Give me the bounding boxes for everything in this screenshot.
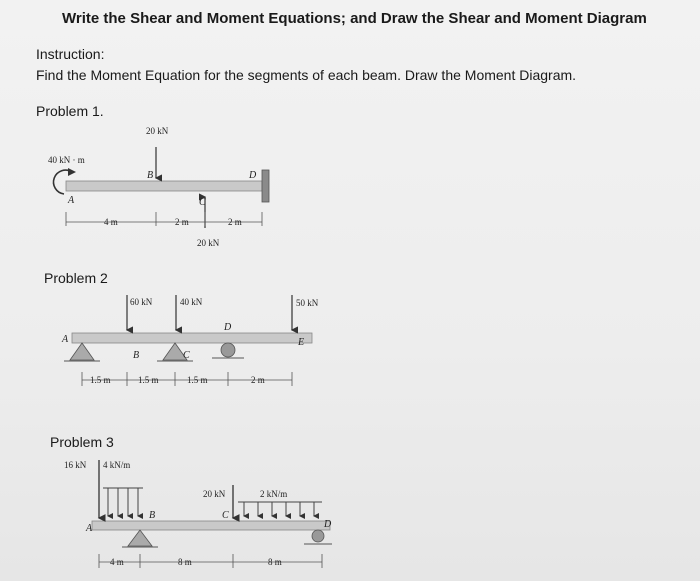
problem3-point-c: C (222, 510, 229, 521)
problem1-moment-label: 40 kN · m (48, 155, 85, 165)
problem2-load-e-label: 50 kN (296, 298, 319, 308)
problem3-point-d: D (324, 519, 332, 530)
problem2-dim-cd: 1.5 m (187, 375, 208, 385)
problem1-dim-bc: 2 m (175, 217, 189, 227)
problem3-dist-load-arrows (103, 488, 143, 516)
problem3-pin-support-b (128, 530, 152, 546)
problem1-load-b-label: 20 kN (146, 126, 169, 136)
problem1-point-a: A (68, 195, 75, 206)
problem2-point-c: C (183, 350, 190, 361)
problem3-dim-cd: 8 m (268, 557, 282, 567)
instruction-heading: Instruction: (36, 46, 105, 62)
problem3-dim-bc: 8 m (178, 557, 192, 567)
problem1-dim-cd: 2 m (228, 217, 242, 227)
problem2-point-e: E (298, 337, 305, 348)
problem1-load-c-label: 20 kN (197, 238, 220, 248)
problem2-dim-bc: 1.5 m (138, 375, 159, 385)
problem3-dist-load2-label: 2 kN/m (260, 489, 288, 499)
problem1-dim-ab: 4 m (104, 217, 118, 227)
problem2-pin-support-a (70, 343, 94, 360)
problem3-dimension-line (99, 554, 322, 568)
problem2-diagram (61, 295, 319, 386)
problem3-point-load-label: 16 kN (64, 460, 87, 470)
problem1-beam (66, 181, 262, 191)
problem3-point-b: B (149, 510, 156, 521)
problem1-fixed-support (262, 170, 269, 202)
problem3-heading: Problem 3 (50, 434, 114, 450)
problem2-roller-support-d (221, 343, 235, 357)
problem3-roller-support-d (312, 530, 324, 542)
problem3-load-c-label: 20 kN (203, 489, 226, 499)
problem3-dist-load-label: 4 kN/m (103, 460, 131, 470)
problem3-beam (92, 521, 330, 530)
problem2-load-b-label: 60 kN (130, 297, 153, 307)
problem3-dim-ab: 4 m (110, 557, 124, 567)
problem2-dim-ab: 1.5 m (90, 375, 111, 385)
problem2-point-b: B (133, 350, 140, 361)
problem2-point-a: A (62, 334, 69, 345)
problem2-load-c-label: 40 kN (180, 297, 203, 307)
problem1-point-c: C (199, 197, 206, 208)
instruction-text: Find the Moment Equation for the segments of each beam. Draw the Moment Diagram. (36, 67, 577, 83)
problem2-beam (72, 333, 312, 343)
problem3-dist-load2-arrows (238, 502, 322, 516)
problem1-point-b: B (147, 170, 154, 181)
problem2-point-d: D (224, 322, 232, 333)
page-title: Write the Shear and Moment Equations; and Draw the Shear and Moment Diagram (62, 10, 647, 27)
problem2-heading: Problem 2 (44, 270, 108, 286)
problem3-diagram (64, 460, 332, 568)
problem1-heading: Problem 1. (36, 103, 104, 119)
problem2-dim-de: 2 m (251, 375, 265, 385)
problem1-diagram (48, 126, 269, 248)
problem1-point-d: D (249, 170, 257, 181)
problem3-point-a: A (86, 523, 93, 534)
